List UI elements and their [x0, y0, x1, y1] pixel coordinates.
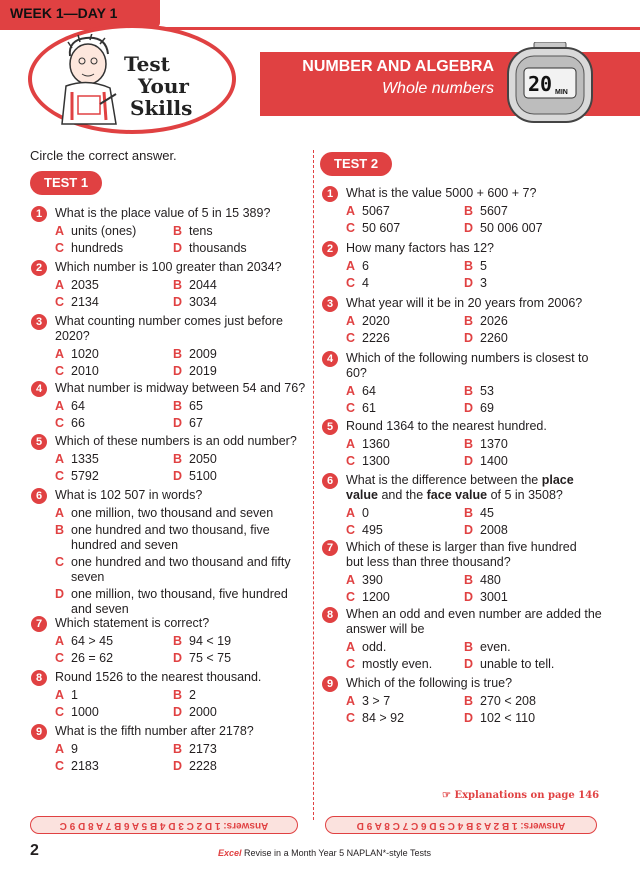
- option-d[interactable]: D 1400: [464, 454, 508, 468]
- option-d[interactable]: D 102 < 110: [464, 711, 536, 725]
- option-a[interactable]: A 64 > 45: [55, 634, 114, 648]
- section-subtitle: Whole numbers: [381, 80, 494, 97]
- t2-question-4: [326, 351, 591, 416]
- question-number: 8: [322, 607, 338, 623]
- option-d[interactable]: D 2008: [464, 523, 508, 537]
- question-number: 7: [31, 616, 47, 632]
- option-b[interactable]: B 2050: [173, 452, 217, 466]
- question-number: 2: [322, 241, 338, 257]
- t2-question-3: [326, 296, 611, 346]
- option-c[interactable]: C 61: [346, 401, 376, 415]
- question-number: 3: [322, 296, 338, 312]
- option-b[interactable]: B 480: [464, 573, 501, 587]
- option-b[interactable]: B one hundred and two thousand, five hundred and seven: [55, 523, 270, 552]
- question-text: What counting number comes just before 2020?: [55, 314, 283, 343]
- t2-question-2: [326, 241, 611, 291]
- option-a[interactable]: A 2035: [55, 278, 99, 292]
- option-c[interactable]: C 2010: [55, 364, 99, 378]
- t1-question-7: [35, 616, 320, 666]
- option-c[interactable]: C 1200: [346, 590, 390, 604]
- option-b[interactable]: B 1370: [464, 437, 508, 451]
- section-title: NUMBER AND ALGEBRA: [302, 58, 494, 75]
- question-text: Which number is 100 greater than 2034?: [55, 260, 282, 274]
- option-a[interactable]: A 1360: [346, 437, 390, 451]
- option-c[interactable]: C 4: [346, 276, 369, 290]
- option-b[interactable]: B 53: [464, 384, 494, 398]
- footer-book-title: Excel Revise in a Month Year 5 NAPLAN*-style Tests: [218, 848, 431, 858]
- question-text: What is the fifth number after 2178?: [55, 724, 254, 738]
- option-c[interactable]: C hundreds: [55, 241, 124, 255]
- question-number: 5: [322, 419, 338, 435]
- t1-question-8: [35, 670, 320, 720]
- question-number: 3: [31, 314, 47, 330]
- question-text: How many factors has 12?: [346, 241, 494, 255]
- option-b[interactable]: B 5607: [464, 204, 508, 218]
- t1-question-4: [35, 381, 320, 431]
- question-text: What number is midway between 54 and 76?: [55, 381, 306, 395]
- stopwatch-icon: [500, 42, 600, 128]
- option-d[interactable]: D 3034: [173, 295, 217, 309]
- option-c[interactable]: C 2226: [346, 331, 390, 345]
- option-b[interactable]: B 94 < 19: [173, 634, 232, 648]
- t1-question-2: [35, 260, 320, 310]
- question-number: 5: [31, 434, 47, 450]
- test-your-skills-logo: [28, 24, 236, 134]
- question-text: What is the place value of 5 in 15 389?: [55, 206, 271, 220]
- option-b[interactable]: B 2: [173, 688, 196, 702]
- option-d[interactable]: D 2019: [173, 364, 217, 378]
- option-a[interactable]: A one million, two thousand and seven: [55, 506, 274, 520]
- option-a[interactable]: A 64: [55, 399, 85, 413]
- t2-question-7: [326, 540, 591, 605]
- logo-word-1: Test: [124, 52, 170, 76]
- t1-question-6: [35, 488, 305, 617]
- question-number: 6: [31, 488, 47, 504]
- test-2-label: TEST 2: [320, 152, 392, 176]
- question-text: Which of the following is true?: [346, 676, 513, 690]
- option-b[interactable]: B 5: [464, 259, 487, 273]
- week-day-tab: WEEK 1—DAY 1: [0, 0, 160, 27]
- question-text: When an odd and even number are added the answer will be: [346, 607, 602, 636]
- option-d[interactable]: D unable to tell.: [464, 657, 555, 671]
- question-text: What is the value 5000 + 600 + 7?: [346, 186, 537, 200]
- pointing-hand-icon: ☞: [442, 790, 455, 801]
- question-text: Round 1364 to the nearest hundred.: [346, 419, 547, 433]
- question-number: 4: [322, 351, 338, 367]
- option-b[interactable]: B 2044: [173, 278, 217, 292]
- t1-question-1: [35, 206, 320, 256]
- question-text: What year will it be in 20 years from 2006?: [346, 296, 583, 310]
- option-a[interactable]: A odd.: [346, 640, 387, 654]
- excel-brand: Excel: [218, 848, 242, 858]
- question-number: 6: [322, 473, 338, 489]
- t1-question-5: [35, 434, 320, 484]
- option-c[interactable]: C 5792: [55, 469, 99, 483]
- option-a[interactable]: A 0: [346, 506, 369, 520]
- question-text: What is the difference between the place value and the face value of 5 in 3508?: [346, 473, 574, 502]
- option-c[interactable]: C mostly even.: [346, 657, 433, 671]
- option-d[interactable]: D 2228: [173, 759, 217, 773]
- timer-unit: MIN: [555, 89, 568, 96]
- option-b[interactable]: B 2026: [464, 314, 508, 328]
- t2-question-8: [326, 607, 611, 672]
- option-b[interactable]: B 45: [464, 506, 494, 520]
- option-c[interactable]: C 1300: [346, 454, 390, 468]
- t2-question-5: [326, 419, 611, 469]
- option-c[interactable]: C 495: [346, 523, 383, 537]
- option-c[interactable]: C 2134: [55, 295, 99, 309]
- t1-question-9: [35, 724, 320, 774]
- t1-question-3: [35, 314, 305, 379]
- question-number: 7: [322, 540, 338, 556]
- t2-question-9: [326, 676, 611, 726]
- question-number: 1: [322, 186, 338, 202]
- option-b[interactable]: B tens: [173, 224, 213, 238]
- timer-value: 20: [528, 72, 553, 96]
- option-d[interactable]: D 50 006 007: [464, 221, 543, 235]
- test-1-answers-strip: Answers: 1 D 2 C 3 D 4 B 5 A 6 B 7 A 8 D 9 C: [30, 816, 298, 834]
- option-b[interactable]: B 2009: [173, 347, 217, 361]
- test-1-label: TEST 1: [30, 171, 102, 195]
- question-text: Which of the following numbers is closest to 60?: [346, 351, 589, 380]
- question-number: 4: [31, 381, 47, 397]
- question-number: 9: [31, 724, 47, 740]
- option-d[interactable]: D thousands: [173, 241, 247, 255]
- t2-question-6: [326, 473, 591, 538]
- question-text: Round 1526 to the nearest thousand.: [55, 670, 262, 684]
- option-d[interactable]: D 3: [464, 276, 487, 290]
- logo-word-3: Skills: [130, 96, 193, 120]
- test-2-answers-strip: Answers: 1 B 2 A 3 B 4 C 5 D 6 C 7 C 8 A 9 D: [325, 816, 597, 834]
- option-a[interactable]: A 2020: [346, 314, 390, 328]
- option-a[interactable]: A units (ones): [55, 224, 137, 238]
- question-number: 1: [31, 206, 47, 222]
- option-b[interactable]: B 65: [173, 399, 203, 413]
- option-d[interactable]: D 2260: [464, 331, 508, 345]
- option-c[interactable]: C 2183: [55, 759, 99, 773]
- option-a[interactable]: A 1020: [55, 347, 99, 361]
- question-text: What is 102 507 in words?: [55, 488, 203, 502]
- question-number: 9: [322, 676, 338, 692]
- option-a[interactable]: A 6: [346, 259, 369, 273]
- student-thinking-icon: [50, 34, 130, 130]
- option-b[interactable]: B even.: [464, 640, 511, 654]
- option-d[interactable]: D 69: [464, 401, 494, 415]
- option-d[interactable]: D one million, two thousand, five hundred and seven: [55, 587, 288, 616]
- question-text: Which of these is larger than five hundred but less than three thousand?: [346, 540, 577, 569]
- logo-word-2: Your: [138, 74, 189, 98]
- option-c[interactable]: C 84 > 92: [346, 711, 405, 725]
- question-number: 8: [31, 670, 47, 686]
- option-a[interactable]: A 9: [55, 742, 78, 756]
- option-a[interactable]: A 1335: [55, 452, 99, 466]
- question-text: Which of these numbers is an odd number?: [55, 434, 297, 448]
- option-d[interactable]: D 5100: [173, 469, 217, 483]
- option-a[interactable]: A 1: [55, 688, 78, 702]
- explanations-link[interactable]: ☞ Explanations on page 146: [442, 790, 600, 801]
- option-a[interactable]: A 3 > 7: [346, 694, 391, 708]
- question-number: 2: [31, 260, 47, 276]
- option-b[interactable]: B 2173: [173, 742, 217, 756]
- option-c[interactable]: C 26 = 62: [55, 651, 114, 665]
- option-c[interactable]: C 50 607: [346, 221, 401, 235]
- option-d[interactable]: D 3001: [464, 590, 508, 604]
- option-c[interactable]: C one hundred and two thousand and fifty seven: [55, 555, 291, 584]
- option-d[interactable]: D 67: [173, 416, 203, 430]
- option-d[interactable]: D 75 < 75: [173, 651, 232, 665]
- instruction-text: Circle the correct answer.: [30, 148, 177, 163]
- page-number: 2: [30, 842, 39, 859]
- option-a[interactable]: A 5067: [346, 204, 390, 218]
- t2-question-1: [326, 186, 611, 236]
- option-c[interactable]: C 1000: [55, 705, 99, 719]
- question-text: Which statement is correct?: [55, 616, 210, 630]
- option-c[interactable]: C 66: [55, 416, 85, 430]
- option-a[interactable]: A 64: [346, 384, 376, 398]
- option-a[interactable]: A 390: [346, 573, 383, 587]
- option-b[interactable]: B 270 < 208: [464, 694, 536, 708]
- option-d[interactable]: D 2000: [173, 705, 217, 719]
